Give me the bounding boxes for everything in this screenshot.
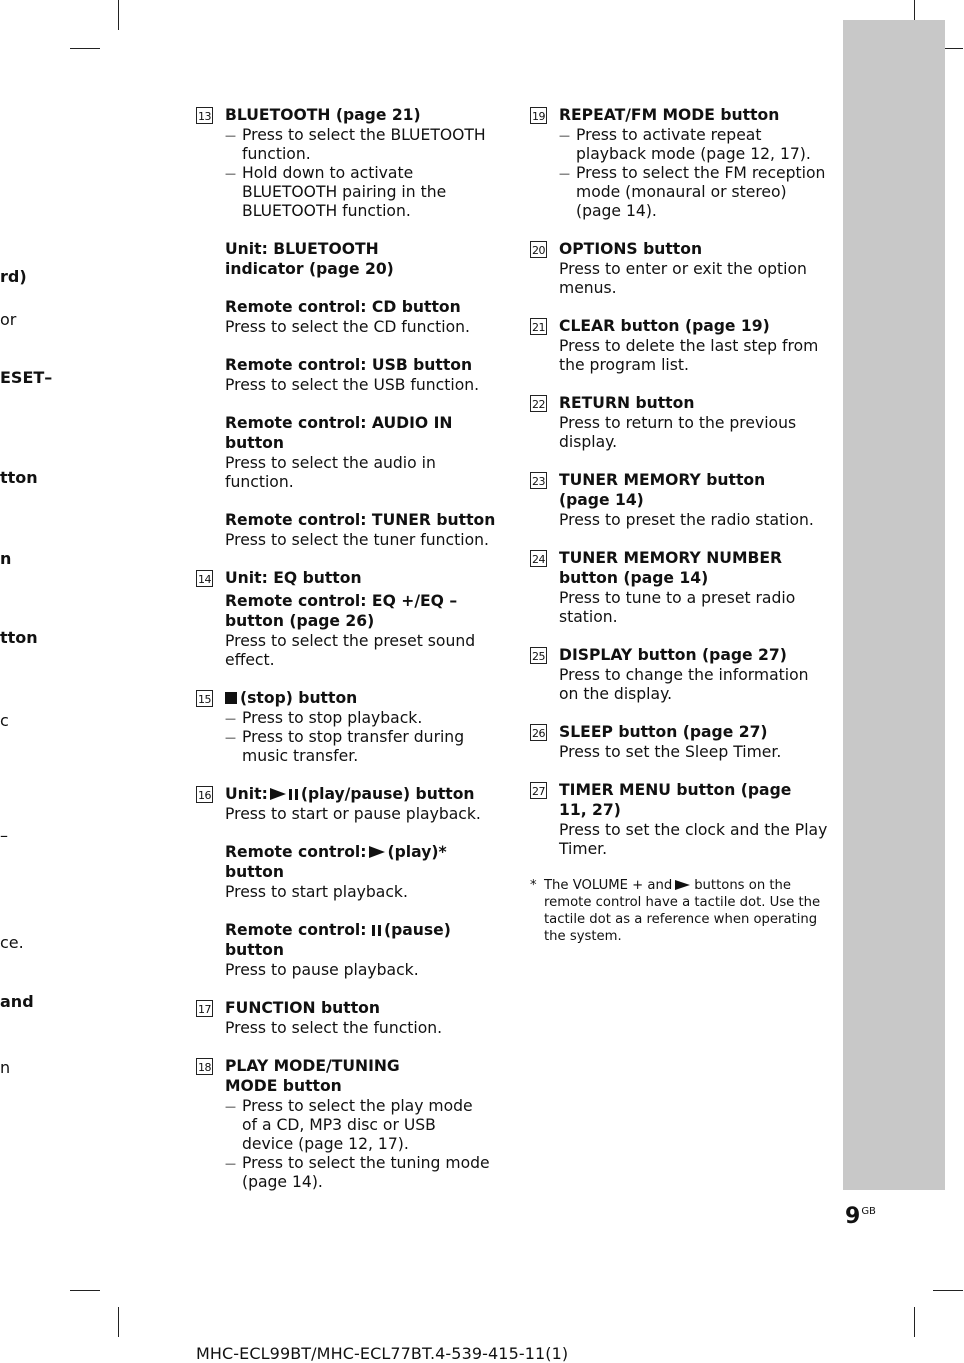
item-desc: Press to delete the last step from the program list. <box>559 337 819 374</box>
spill-text: ce. <box>0 933 24 952</box>
item-title <box>225 784 496 804</box>
item-number-badge: 15 <box>196 690 213 707</box>
item-desc: Press to set the clock and the Play Timer. <box>559 821 828 858</box>
item-desc: Press to tune to a preset radio station. <box>559 589 796 626</box>
crop-mark <box>118 0 119 30</box>
item-desc: Press to start or pause playback. <box>225 805 481 823</box>
pause-icon <box>372 925 381 936</box>
spill-text: n <box>0 549 12 568</box>
left-column <box>196 105 496 1210</box>
item-title-prefix: Unit: <box>225 785 268 803</box>
dash-line: — Press to select the tuning mode (page 14). <box>225 1154 496 1192</box>
sub-desc: Press to select the tuner function. <box>225 531 489 549</box>
dash-line: — Hold down to activate BLUETOOTH pairing in the BLUETOOTH function. <box>225 164 496 221</box>
sub-entry <box>225 920 496 980</box>
sub-entry <box>225 355 496 395</box>
crop-mark <box>70 48 100 49</box>
sub-desc: Press to select the USB function. <box>225 376 480 394</box>
item-22 <box>530 393 830 452</box>
item-title: SLEEP button (page 27) <box>559 723 768 741</box>
item-desc: Press to set the Sleep Timer. <box>559 743 782 761</box>
sub-entry <box>225 239 496 279</box>
dash-line: — Press to select the FM reception mode (monaural or stereo) (page 14). <box>559 164 830 221</box>
item-19 <box>530 105 830 221</box>
spill-text: and <box>0 992 34 1011</box>
play-icon <box>675 880 690 890</box>
spill-text: rd) <box>0 267 27 286</box>
dash-line: — Press to select the play mode of a CD, MP3 disc or USB device (page 12, 17). <box>225 1097 482 1154</box>
item-number-badge: 16 <box>196 786 213 803</box>
item-title: PLAY MODE/TUNING MODE button <box>225 1057 400 1095</box>
item-title: FUNCTION button <box>225 999 380 1017</box>
item-title: TUNER MEMORY button (page 14) <box>559 471 766 509</box>
sub-title-prefix: Remote control: <box>225 921 367 939</box>
item-title: TIMER MENU button (page 11, 27) <box>559 781 792 819</box>
sub-title: Unit: BLUETOOTH indicator (page 20) <box>225 240 394 278</box>
item-desc: Press to return to the previous display. <box>559 414 797 451</box>
item-17 <box>196 998 496 1038</box>
play-icon <box>270 788 286 800</box>
item-21 <box>530 316 830 375</box>
dash-line: — Press to activate repeat playback mode (page 12, 17). <box>559 126 830 164</box>
crop-mark <box>118 1307 119 1337</box>
item-title: RETURN button <box>559 394 695 412</box>
item-number-badge: 14 <box>196 570 213 587</box>
item-number-badge: 27 <box>530 782 547 799</box>
item-desc: Press to select the function. <box>225 1019 443 1037</box>
crop-mark <box>933 1290 963 1291</box>
dash-line: — Press to stop playback. <box>225 709 496 728</box>
right-column <box>530 105 830 945</box>
item-number-badge: 18 <box>196 1058 213 1075</box>
item-title: OPTIONS button <box>559 240 703 258</box>
item-24 <box>530 548 830 627</box>
sub-title: Remote control: USB button <box>225 356 473 374</box>
item-number-badge: 22 <box>530 395 547 412</box>
crop-mark <box>70 1290 100 1291</box>
page-number <box>845 1204 876 1229</box>
footnote <box>530 877 830 945</box>
item-title: DISPLAY button (page 27) <box>559 646 787 664</box>
sub-title-prefix: Remote control: <box>225 843 367 861</box>
page-language-suffix: GB <box>861 1206 876 1217</box>
item-desc: Press to enter or exit the option menus. <box>559 260 807 297</box>
sub-desc: Press to pause playback. <box>225 961 419 979</box>
item-desc: Press to preset the radio station. <box>559 511 814 529</box>
sub-entry <box>225 842 496 902</box>
item-number-badge: 17 <box>196 1000 213 1017</box>
item-title: CLEAR button (page 19) <box>559 317 770 335</box>
sub-title: Remote control: TUNER button <box>225 511 496 529</box>
item-title: TUNER MEMORY NUMBER button (page 14) <box>559 549 783 587</box>
sub-entry <box>225 510 496 550</box>
sub-title <box>225 842 496 882</box>
item-title: REPEAT/FM MODE button <box>559 106 780 124</box>
dash-line: — Press to stop transfer during music transfer. <box>225 728 472 766</box>
footnote-text-post: buttons on the remote control have a tactile dot. Use the tactile dot as a reference when operating the system. <box>544 878 821 944</box>
sub-desc: Press to start playback. <box>225 883 408 901</box>
spill-text: n <box>0 1058 11 1077</box>
item-13 <box>196 105 496 550</box>
page-number-value: 9 <box>845 1204 861 1229</box>
document-code-footer: MHC-ECL99BT/MHC-ECL77BT.4-539-415-11(1) <box>196 1344 569 1363</box>
stop-icon <box>225 692 237 704</box>
sub-title: Remote control: CD button <box>225 298 461 316</box>
item-number-badge: 24 <box>530 550 547 567</box>
item-desc: Press to select the preset sound effect. <box>225 632 476 669</box>
spill-text: ESET– <box>0 368 53 387</box>
item-15 <box>196 688 496 766</box>
item-20 <box>530 239 830 298</box>
item-number-badge: 26 <box>530 724 547 741</box>
spill-text: tton <box>0 628 38 647</box>
spill-text: or <box>0 310 17 329</box>
item-title-remote: Remote control: EQ +/EQ – button (page 26) <box>225 592 458 630</box>
item-number-badge: 13 <box>196 107 213 124</box>
sub-desc: Press to select the CD function. <box>225 318 470 336</box>
pause-icon <box>289 789 298 800</box>
item-title-text: (play/pause) button <box>300 785 475 803</box>
dash-line: — Press to select the BLUETOOTH function. <box>225 126 496 164</box>
sub-title-text: (pause) button <box>225 921 451 959</box>
item-23 <box>530 470 830 530</box>
item-27 <box>530 780 830 859</box>
item-number-badge: 19 <box>530 107 547 124</box>
spill-text: – <box>0 826 8 845</box>
sub-title <box>225 920 496 960</box>
item-title: BLUETOOTH (page 21) <box>225 106 421 124</box>
sub-entry <box>225 297 496 337</box>
item-number-badge: 23 <box>530 472 547 489</box>
gray-sidebar-tab <box>843 20 945 1190</box>
footnote-text-pre: The VOLUME + and <box>544 878 673 893</box>
spill-text: tton <box>0 468 38 487</box>
sub-entry <box>225 413 496 492</box>
item-title-text: (stop) button <box>240 689 358 707</box>
item-number-badge: 20 <box>530 241 547 258</box>
item-number-badge: 25 <box>530 647 547 664</box>
sub-title-text: (play)* button <box>225 843 447 881</box>
item-desc: Press to change the information on the display. <box>559 666 809 703</box>
item-title <box>225 688 496 708</box>
item-14 <box>196 568 496 670</box>
spill-text: c <box>0 711 9 730</box>
sub-desc: Press to select the audio in function. <box>225 454 436 491</box>
footnote-marker: * <box>530 878 537 893</box>
item-18 <box>196 1056 496 1192</box>
item-26 <box>530 722 830 762</box>
sub-title: Remote control: AUDIO IN button <box>225 414 453 452</box>
play-icon <box>369 846 385 858</box>
crop-mark <box>914 1307 915 1337</box>
item-25 <box>530 645 830 704</box>
item-16 <box>196 784 496 980</box>
item-number-badge: 21 <box>530 318 547 335</box>
item-title: Unit: EQ button <box>225 569 362 587</box>
